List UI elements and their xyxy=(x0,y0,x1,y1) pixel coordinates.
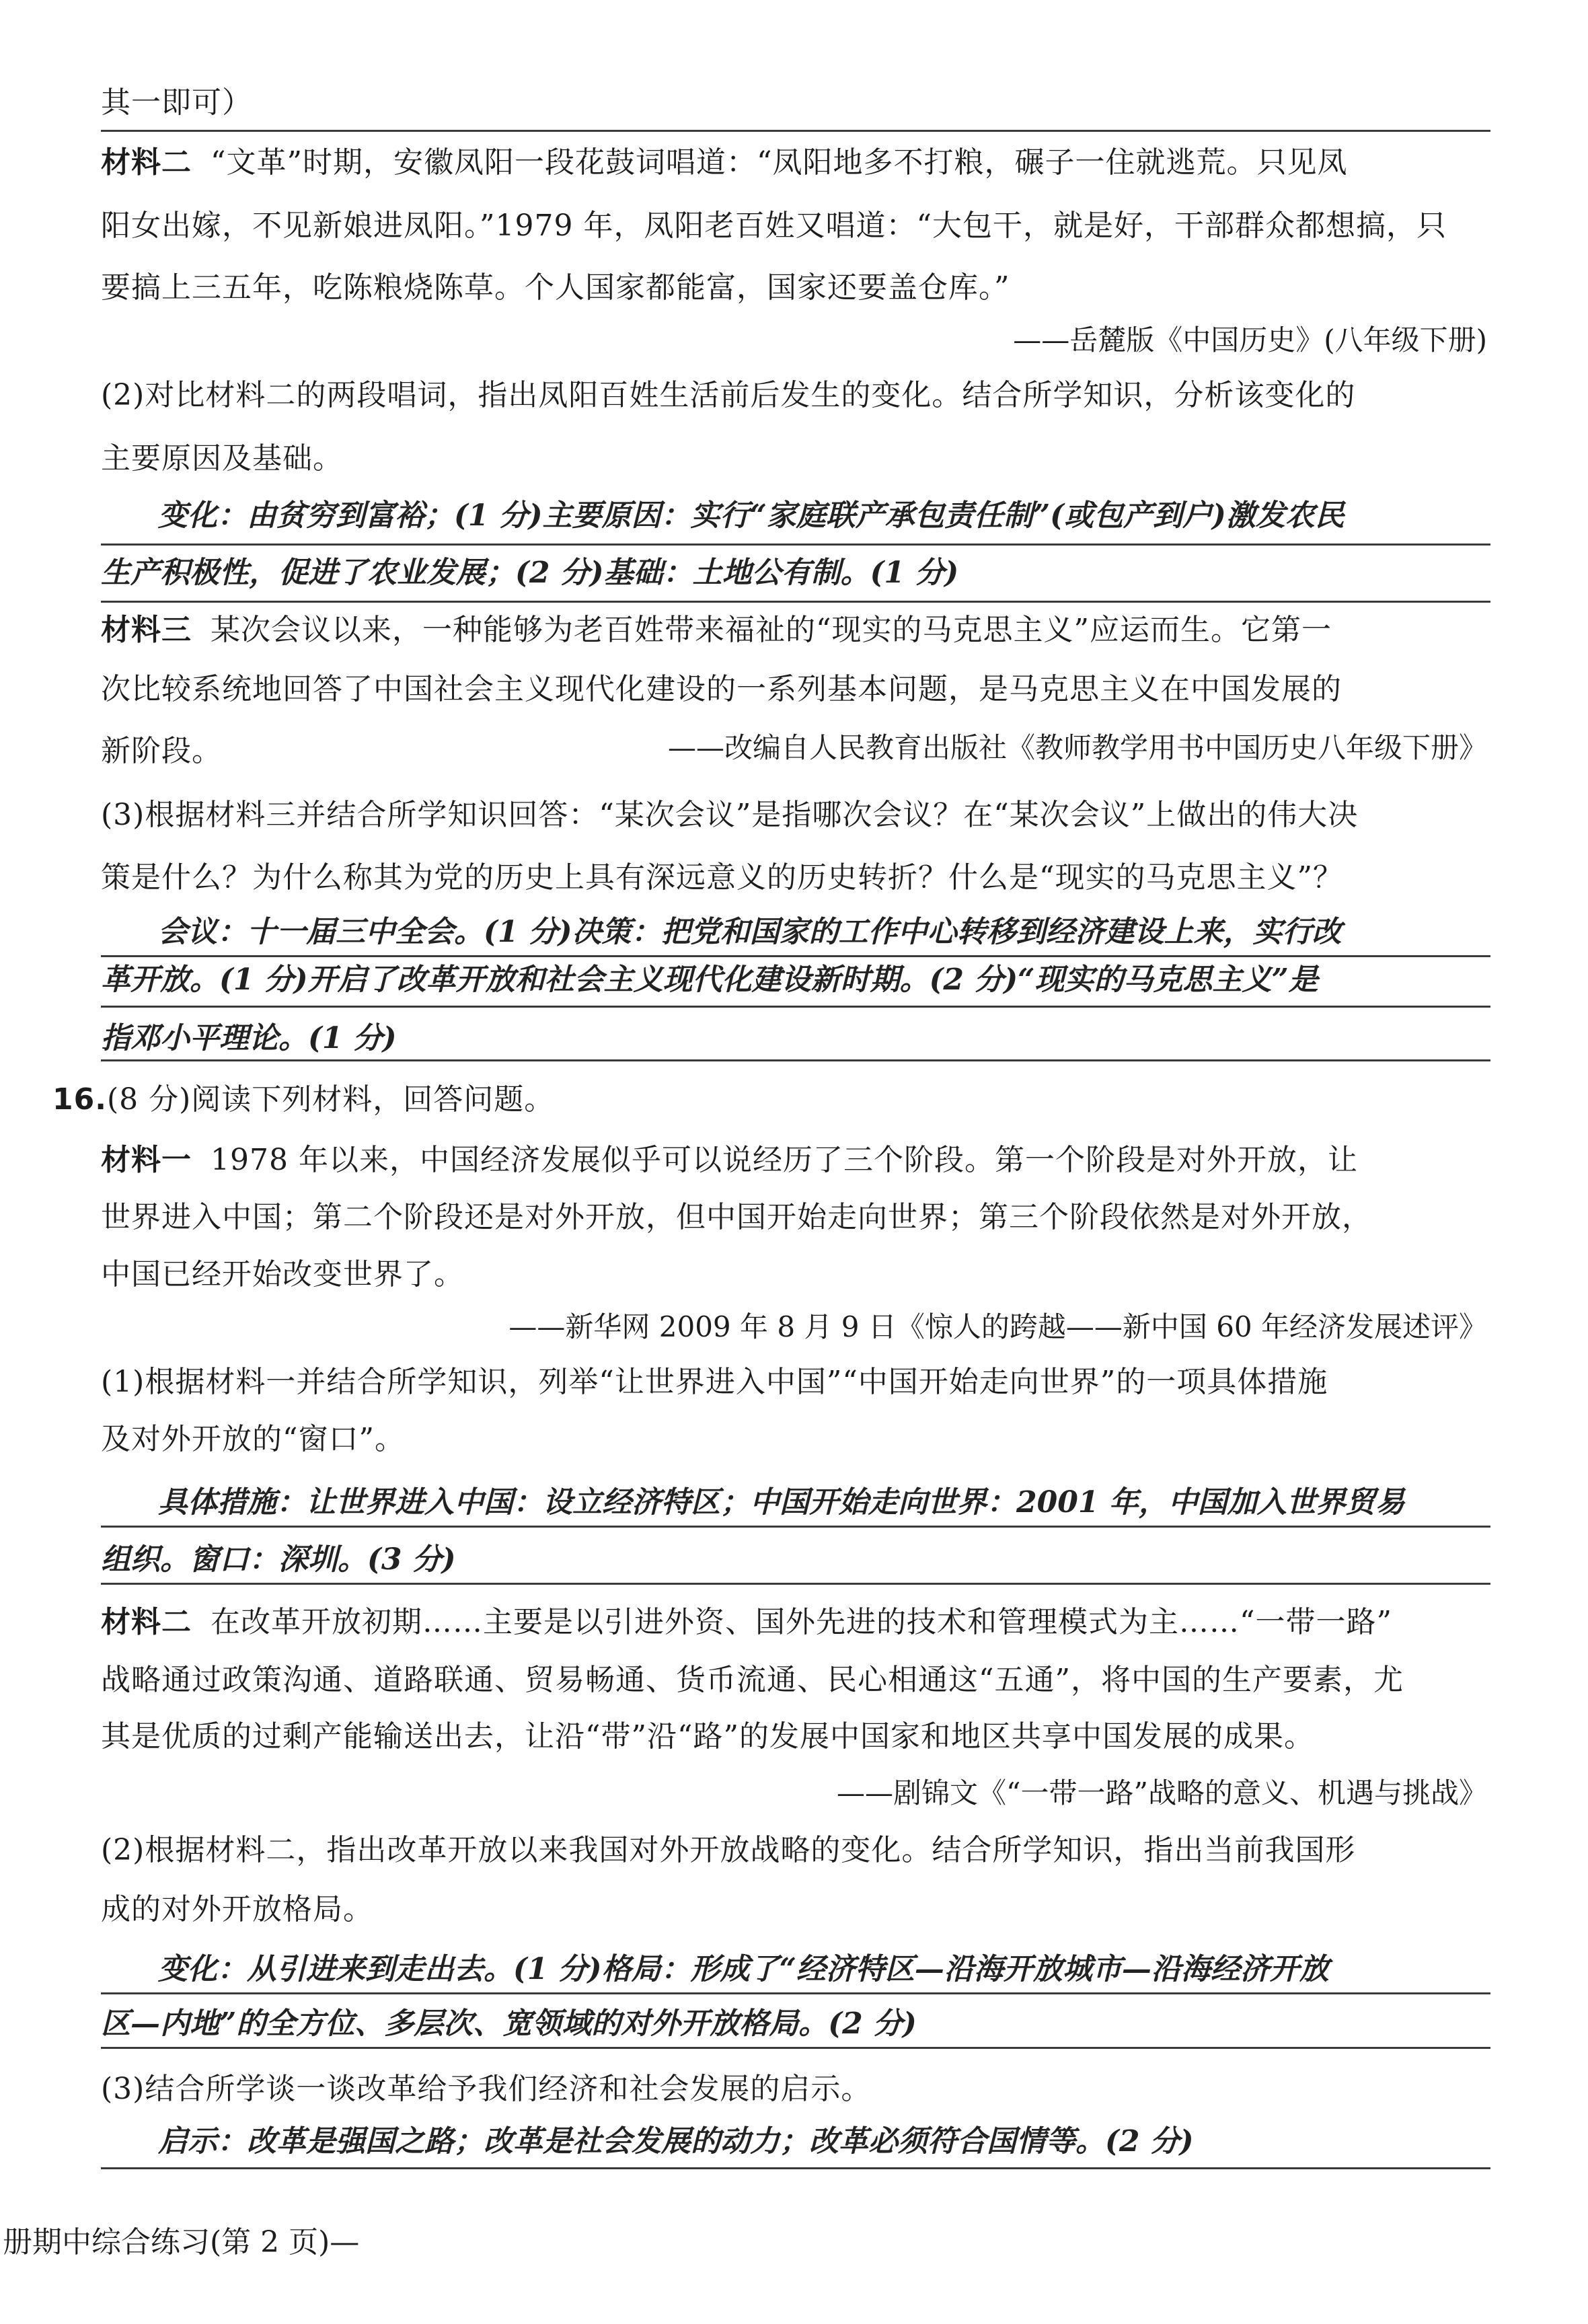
material-3-line-1: 材料三 某次会议以来，一种能够为老百姓带来福祉的“现实的马克思主义”应运而生。它第一 xyxy=(101,613,1332,647)
q16-material-1-source: ——新华网 2009 年 8 月 9 日《惊人的跨越——新中国 60 年经济发展述评》 xyxy=(508,1310,1487,1343)
question-3-line-1: (3)根据材料三并结合所学知识回答：“某次会议”是指哪次会议？在“某次会议”上做出的伟大决 xyxy=(101,798,1359,832)
q16-answer-1-line-2: 组织。窗口：深圳。(3 分) xyxy=(101,1542,456,1577)
question-3-line-2: 策是什么？为什么称其为党的历史上具有深远意义的历史转折？什么是“现实的马克思主义”？ xyxy=(101,860,1343,895)
q16-answer-2-line-1: 变化：从引进来到走出去。(1 分)格局：形成了“经济特区—沿海开放城市—沿海经济开放 xyxy=(158,1952,1329,1986)
q16-question-1-line-2: 及对外开放的“窗口”。 xyxy=(101,1422,405,1456)
answer-rule xyxy=(101,1583,1490,1585)
q16-question-2-line-1: (2)根据材料二，指出改革开放以来我国对外开放战略的变化。结合所学知识，指出当前我国形 xyxy=(101,1833,1356,1867)
answer-2-line-2: 生产积极性，促进了农业发展；(2 分)基础：土地公有制。(1 分) xyxy=(101,556,959,590)
material-2-label: 材料二 xyxy=(101,145,192,180)
answer-rule xyxy=(101,1059,1490,1061)
answer-rule xyxy=(101,130,1490,132)
q16-question-2-line-2: 成的对外开放格局。 xyxy=(101,1892,373,1926)
q16-material-2-line-3: 其是优质的过剩产能输送出去，让沿“带”沿“路”的发展中国家和地区共享中国发展的成果。 xyxy=(101,1719,1314,1754)
q16-material-2-line-1: 材料二 在改革开放初期……主要是以引进外资、国外先进的技术和管理模式为主……“一带一路” xyxy=(101,1605,1392,1639)
answer-rule xyxy=(101,2047,1490,2049)
material-3-line-3: 新阶段。 xyxy=(101,734,222,768)
material-3-label: 材料三 xyxy=(101,613,192,647)
material-2-line-1: 材料二 “文革”时期，安徽凤阳一段花鼓词唱道：“凤阳地多不打粮，碾子一住就逃荒。只见凤 xyxy=(101,145,1348,180)
material-3-source: ——改编自人民教育出版社《教师教学用书中国历史八年级下册》 xyxy=(667,731,1487,764)
q16-material-2-label: 材料二 xyxy=(101,1605,192,1639)
question-2-line-2: 主要原因及基础。 xyxy=(101,441,343,476)
material-2-line-3: 要搞上三五年，吃陈粮烧陈草。个人国家都能富，国家还要盖仓库。” xyxy=(101,270,1010,305)
q16-material-1-label: 材料一 xyxy=(101,1143,192,1177)
material-2-source: ——岳麓版《中国历史》(八年级下册) xyxy=(1013,324,1487,357)
q16-answer-3-line-1: 启示：改革是强国之路；改革是社会发展的动力；改革必须符合国情等。(2 分) xyxy=(158,2124,1194,2159)
question-16-intro: 16.(8 分)阅读下列材料，回答问题。 xyxy=(52,1082,555,1117)
answer-rule xyxy=(101,1006,1490,1008)
answer-rule xyxy=(101,1992,1490,1994)
answer-3-line-3: 指邓小平理论。(1 分) xyxy=(101,1021,397,1055)
material-2-line-2: 阳女出嫁，不见新娘进凤阳。”1979 年，凤阳老百姓又唱道：“大包干，就是好，干部群众都想搞，只 xyxy=(101,209,1447,243)
question-2-line-1: (2)对比材料二的两段唱词，指出凤阳百姓生活前后发生的变化。结合所学知识，分析该变化的 xyxy=(101,378,1356,412)
top-fragment: 其一即可） xyxy=(101,85,252,120)
q16-answer-1-line-1: 具体措施：让世界进入中国：设立经济特区；中国开始走向世界：2001 年，中国加入世界贸易 xyxy=(158,1485,1405,1520)
q16-question-1-line-1: (1)根据材料一并结合所学知识，列举“让世界进入中国”“中国开始走向世界”的一项具体措施 xyxy=(101,1365,1328,1399)
answer-rule xyxy=(101,1526,1490,1528)
page-footer: 册期中综合练习(第 2 页)— xyxy=(3,2225,360,2259)
q16-answer-2-line-2: 区—内地”的全方位、多层次、宽领域的对外开放格局。(2 分) xyxy=(101,2007,917,2041)
answer-3-line-2: 革开放。(1 分)开启了改革开放和社会主义现代化建设新时期。(2 分)“现实的马克思主义”是 xyxy=(101,963,1318,997)
q16-material-1-line-1: 材料一 1978 年以来，中国经济发展似乎可以说经历了三个阶段。第一个阶段是对外开放，让 xyxy=(101,1143,1358,1177)
answer-rule xyxy=(101,2167,1490,2169)
q16-material-2-line-2: 战略通过政策沟通、道路联通、贸易畅通、货币流通、民心相通这“五通”，将中国的生产要素，尤 xyxy=(101,1663,1404,1697)
question-number: 16. xyxy=(52,1082,107,1117)
q16-material-1-line-3: 中国已经开始改变世界了。 xyxy=(101,1257,464,1291)
answer-3-line-1: 会议：十一届三中全会。(1 分)决策：把党和国家的工作中心转移到经济建设上来，实行改 xyxy=(158,915,1342,949)
answer-rule xyxy=(101,955,1490,957)
q16-question-3-line-1: (3)结合所学谈一谈改革给予我们经济和社会发展的启示。 xyxy=(101,2072,872,2106)
material-3-line-2: 次比较系统地回答了中国社会主义现代化建设的一系列基本问题，是马克思主义在中国发展的 xyxy=(101,672,1342,706)
answer-2-line-1: 变化：由贫穷到富裕；(1 分)主要原因：实行“家庭联产承包责任制”(或包产到户)激发农民 xyxy=(158,498,1345,533)
answer-rule xyxy=(101,543,1490,546)
answer-rule xyxy=(101,601,1490,603)
q16-material-1-line-2: 世界进入中国；第二个阶段还是对外开放，但中国开始走向世界；第三个阶段依然是对外开放， xyxy=(101,1200,1372,1234)
q16-material-2-source: ——剧锦文《“一带一路”战略的意义、机遇与挑战》 xyxy=(837,1776,1487,1809)
